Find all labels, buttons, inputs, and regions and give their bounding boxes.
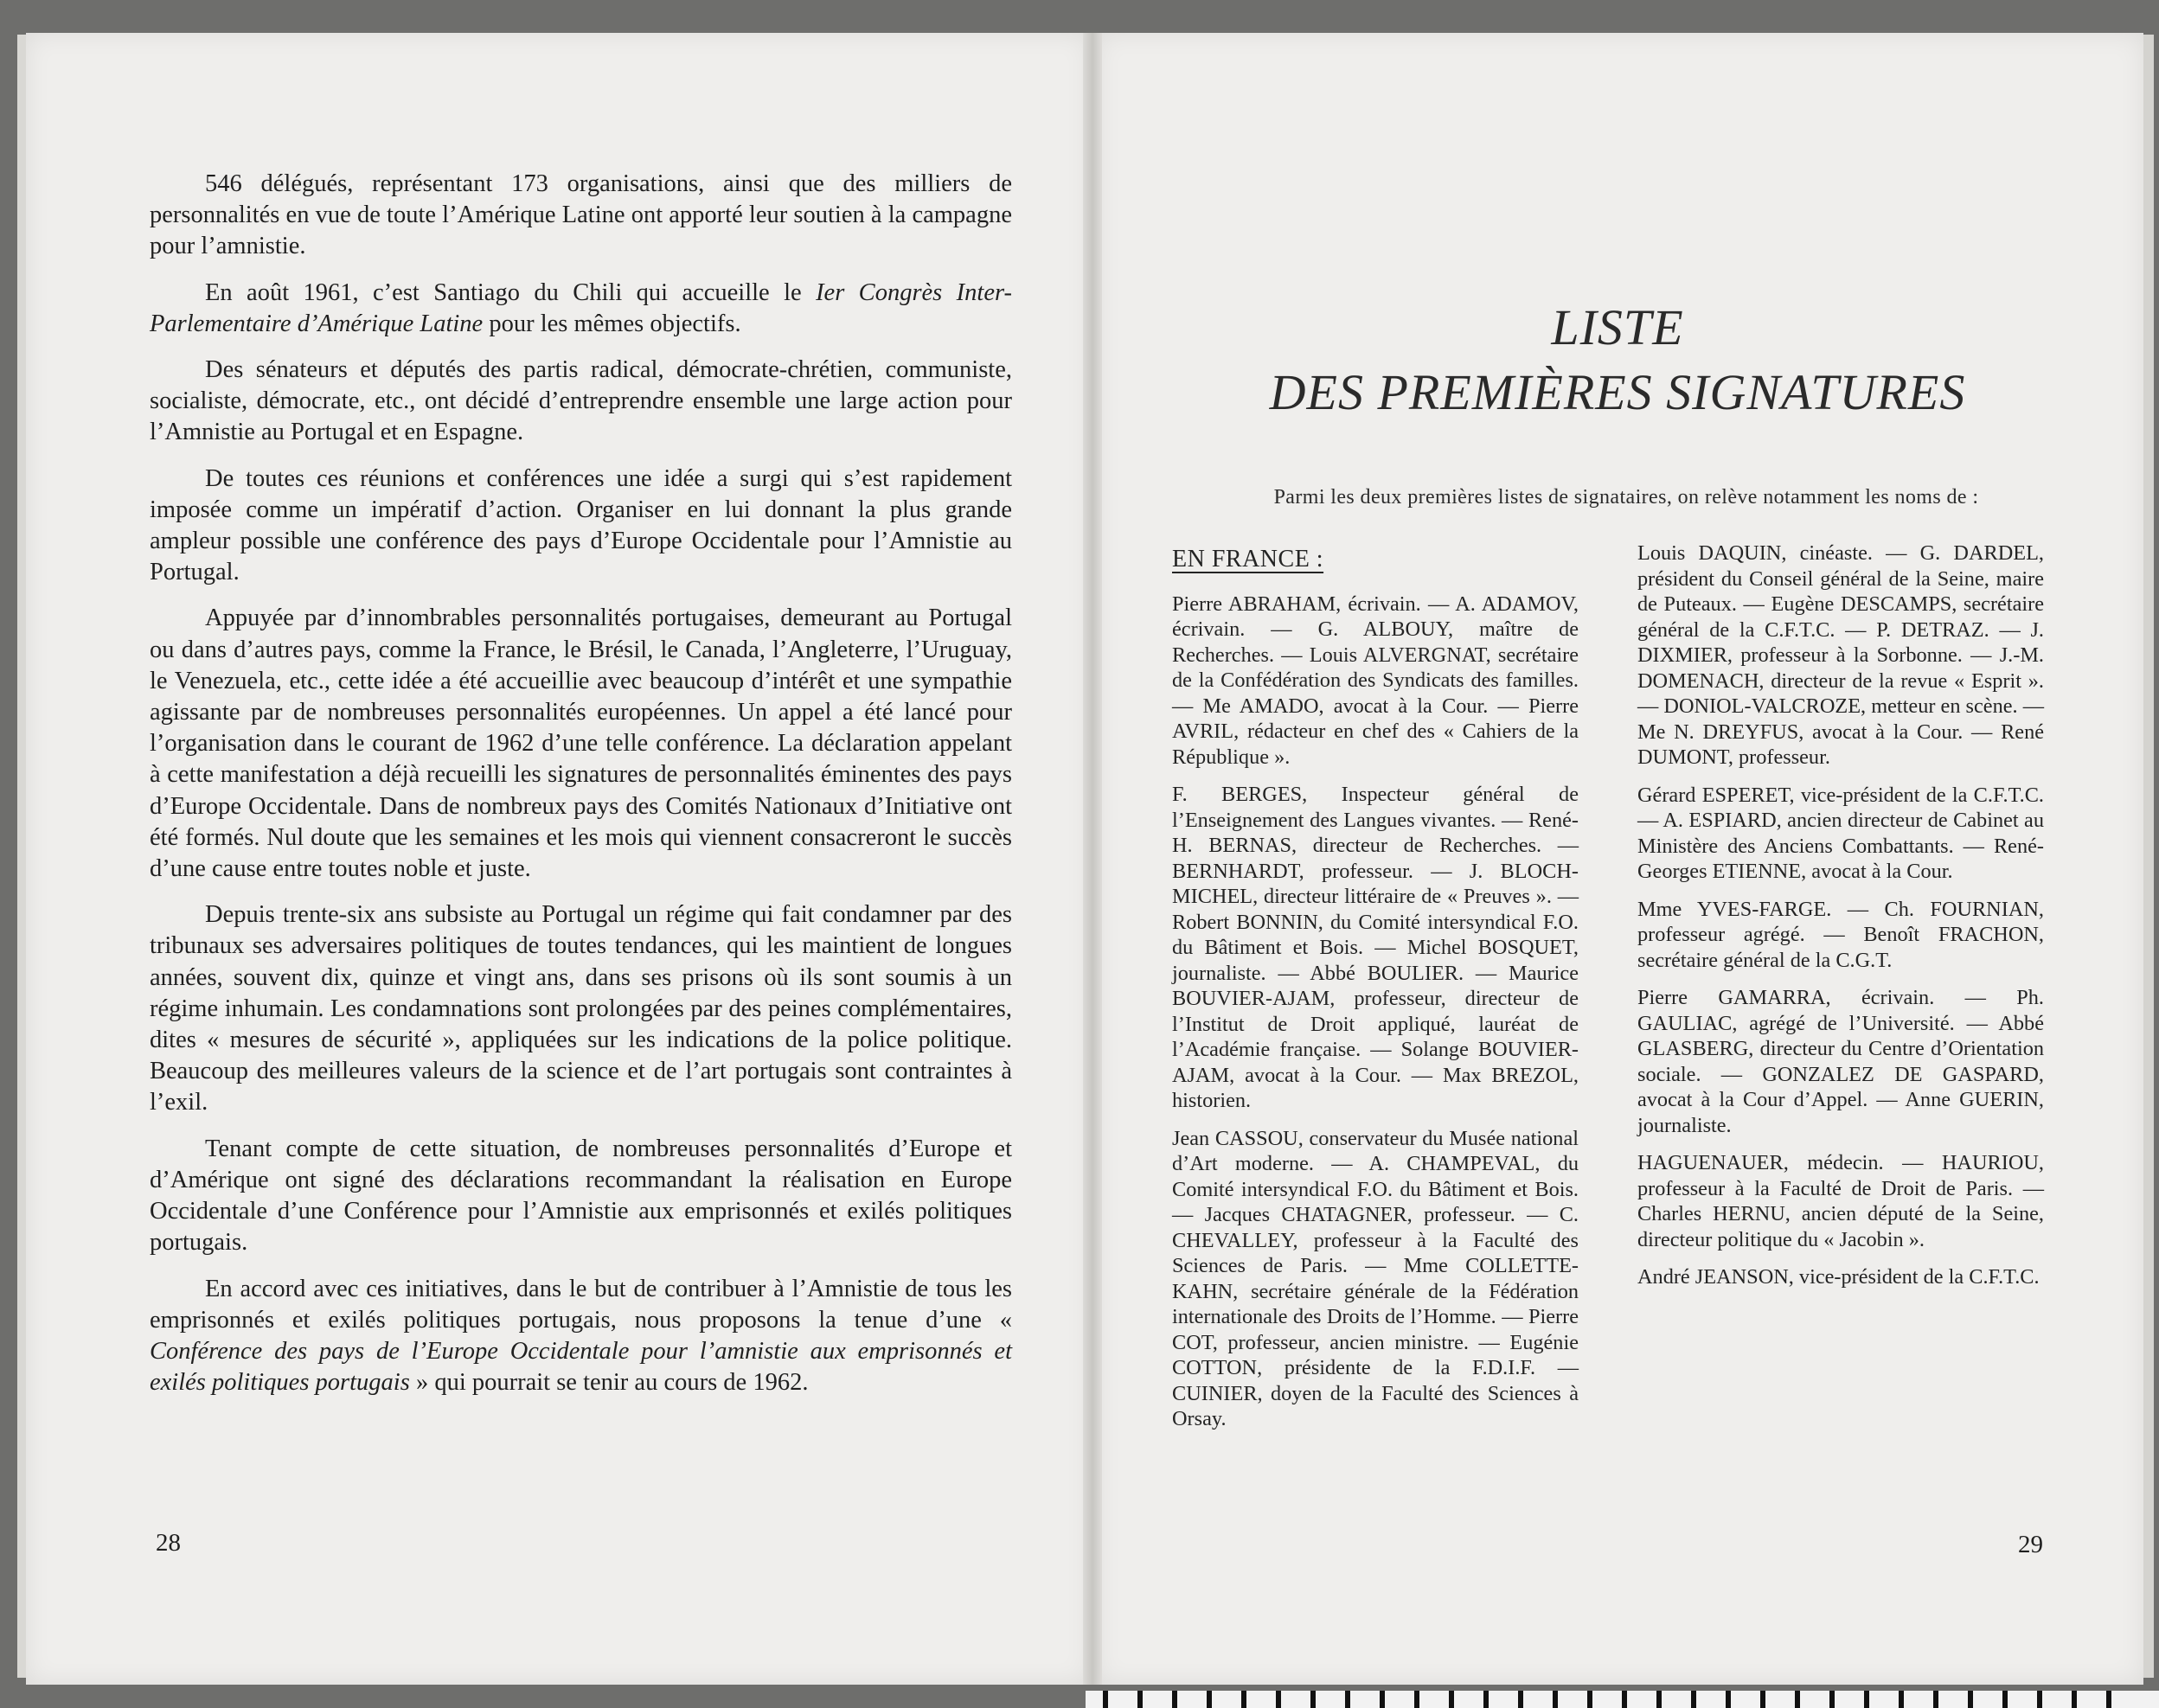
ruler-tick xyxy=(1483,1691,1489,1708)
ruler-tick xyxy=(1518,1691,1523,1708)
ruler-tick xyxy=(2002,1691,2008,1708)
signature-entry: Pierre GAMARRA, écrivain. — Ph. GAULIAC, agrégé de l’Université. — Abbé GLASBERG, directeur du Centre d’Orientation sociale. — GONZALEZ DE GASPARD, avocat à la Cour d’Appel. — Anne GUERIN, journaliste. xyxy=(1637,986,2044,1137)
italic-text: Parlementaire d’Amérique Latine xyxy=(150,310,484,337)
signature-entry: Louis DAQUIN, cinéaste. — G. DARDEL, président du Conseil général de la Seine, maire de Puteaux. — Eugène DESCAMPS, secrétaire général de la C.F.T.C. — P. DETRAZ. — J. DIXMIER, professeur à la Sorbonne. — J.-M. DOMENACH, directeur de la revue « Esprit ». — DONIOL-VALCROZE, metteur en scène. — Me N. DREYFUS, avocat à la Cour. — René DUMONT, professeur. xyxy=(1637,541,2044,769)
page-title-line2: DES PREMIÈRES SIGNATURES xyxy=(1269,364,1966,420)
ruler-tick xyxy=(1276,1691,1281,1708)
ruler-tick xyxy=(1137,1691,1143,1708)
ruler-tick xyxy=(1864,1691,1869,1708)
ruler-tick xyxy=(1207,1691,1212,1708)
signature-entry: Gérard ESPERET, vice-président de la C.F.T.C. — A. ESPIARD, ancien directeur de Cabinet au Ministère des Anciens Combattants. — René-Georges ETIENNE, avocat à la Cour. xyxy=(1637,783,2044,883)
signature-entry: Jean CASSOU, conservateur du Musée national d’Art moderne. — A. CHAMPEVAL, du Comité intersyndical F.O. du Bâtiment et Bois. — Jacques CHATAGNER, professeur. — C. CHEVALLEY, professeur à la Faculté des Sciences de Paris. — Mme COLLETTE-KAHN, secrétaire générale de la Fédération internationale des Droits de l’Homme. — Pierre COT, professeur, ancien ministre. — Eugénie COTTON, présidente de la F.D.I.F. — CUINIER, doyen de la Faculté des Sciences à Orsay. xyxy=(1172,1126,1579,1430)
left-page-edge xyxy=(17,35,26,1678)
ruler-tick xyxy=(1829,1691,1835,1708)
ruler-tick xyxy=(1968,1691,1973,1708)
page-number-left: 28 xyxy=(156,1529,181,1557)
signature-entry: André JEANSON, vice-président de la C.F.T.C. xyxy=(1637,1265,2040,1289)
scan-color-ruler xyxy=(1086,1691,2159,1708)
paragraph-text: En août 1961, c’est Santiago du Chili qui accueille le xyxy=(205,278,817,306)
right-page-edge xyxy=(2143,35,2154,1678)
intro-text: Parmi les deux premières listes de signataires, on relève notamment les noms de : xyxy=(1273,486,1979,509)
ruler-tick xyxy=(1103,1691,1108,1708)
italic-text: Ier Congrès Inter- xyxy=(816,278,1012,306)
ruler-tick xyxy=(1345,1691,1350,1708)
paragraph-text: En accord avec ces initiatives, dans le but de contribuer à l’Amnistie de tous les emprisonnés et exilés politiques portugais, nous proposons la tenue d’une « xyxy=(150,1275,1012,1334)
paragraph-text: » qui pourrait se tenir au cours de 1962. xyxy=(409,1369,809,1397)
ruler-tick xyxy=(1726,1691,1731,1708)
ruler-tick xyxy=(1622,1691,1627,1708)
ruler-tick xyxy=(1587,1691,1592,1708)
ruler-tick xyxy=(1795,1691,1800,1708)
italic-text: Conférence des pays de l’Europe Occidentale pour l’amnistie aux emprisonnés et exilés politiques portugais xyxy=(150,1337,1012,1397)
paragraph: Depuis trente-six ans subsiste au Portugal un régime qui fait condamner par des tribunaux ses adversaires politiques de toutes tendances, qui les maintient de longues années, souvent dix, quinze et vingt ans, dans ses prisons où ils sont soumis à un régime inhumain. Les condamnations sont prolongées par des peines complémentaires, dites « mesures de sécurité », appliquées sur les indications de la police politique. Beaucoup des meilleures valeurs de la science et de l’art portugais sont contraintes à l’exil. xyxy=(150,901,1012,1116)
signature-entry: Mme YVES-FARGE. — Ch. FOURNIAN, professeur agrégé. — Benoît FRACHON, secrétaire général de la C.G.T. xyxy=(1637,897,2044,972)
ruler-tick xyxy=(1553,1691,1558,1708)
signatures-column-left xyxy=(1172,543,1579,1444)
section-heading: EN FRANCE : xyxy=(1172,546,1324,573)
signature-entry: HAGUENAUER, médecin. — HAURIOU, professeur à la Faculté de Droit de Paris. — Charles HERNU, ancien député de la Seine, directeur politique du « Jacobin ». xyxy=(1637,1151,2044,1251)
paragraph: Tenant compte de cette situation, de nombreuses personnalités d’Europe et d’Amérique ont signé des déclarations recommandant la réalisation en Europe Occidentale d’une Conférence pour l’Amnistie aux emprisonnés et exilés politiques portugais. xyxy=(150,1135,1012,1257)
ruler-tick xyxy=(2072,1691,2077,1708)
paragraph: Des sénateurs et députés des partis radical, démocrate-chrétien, communiste, socialiste, démocrate, etc., ont décidé d’entreprendre ensemble une large action pour l’Amnistie au Portugal et en Espagne. xyxy=(150,356,1012,446)
book-gutter xyxy=(1083,33,1102,1685)
ruler-tick xyxy=(2106,1691,2111,1708)
page-title-line1: LISTE xyxy=(1551,299,1684,355)
paragraph: 546 délégués, représentant 173 organisations, ainsi que des milliers de personnalités en vue de toute l’Amérique Latine ont apporté leur soutien à la campagne pour l’amnistie. xyxy=(150,170,1012,260)
ruler-tick xyxy=(1933,1691,1938,1708)
ruler-tick xyxy=(2037,1691,2042,1708)
paragraph xyxy=(150,278,1012,340)
ruler-tick xyxy=(1172,1691,1177,1708)
paragraph: De toutes ces réunions et conférences une idée a surgi qui s’est rapidement imposée comme un impératif d’action. Organiser en lui donnant la plus grande ampleur possible une conférence des pays d’Europe Occidentale pour l’Amnistie au Portugal. xyxy=(150,464,1012,586)
ruler-tick xyxy=(1449,1691,1454,1708)
paragraph-text: pour les mêmes objectifs. xyxy=(483,310,741,337)
ruler-tick xyxy=(1310,1691,1316,1708)
signatures-column-right xyxy=(1637,541,2044,1302)
signature-entry: F. BERGES, Inspecteur général de l’Enseignement des Langues vivantes. — René-H. BERNAS, directeur de Recherches. — BERNHARDT, professeur. — J. BLOCH-MICHEL, directeur littéraire de « Preuves ». — Robert BONNIN, du Comité intersyndical F.O. du Bâtiment et Bois. — Michel BOSQUET, journaliste. — Abbé BOULIER. — Maurice BOUVIER-AJAM, professeur, directeur de l’Institut de Droit appliqué, lauréat de l’Académie française. — Solange BOUVIER-AJAM, avocat à la Cour. — Max BREZOL, historien. xyxy=(1172,783,1579,1112)
left-page-body xyxy=(150,169,1012,1413)
ruler-tick xyxy=(1414,1691,1419,1708)
paragraph xyxy=(150,1274,1012,1399)
ruler-tick xyxy=(1241,1691,1246,1708)
page-number-right: 29 xyxy=(2018,1531,2043,1558)
ruler-tick xyxy=(1760,1691,1765,1708)
signature-entry: Pierre ABRAHAM, écrivain. — A. ADAMOV, écrivain. — G. ALBOUY, maître de Recherches. — Louis ALVERGNAT, secrétaire de la Confédération des Syndicats des familles. — Me AMADO, avocat à la Cour. — Pierre AVRIL, rédacteur en chef des « Cahiers de la République ». xyxy=(1172,592,1579,769)
paragraph: Appuyée par d’innombrables personnalités portugaises, demeurant au Portugal ou dans d’autres pays, comme la France, le Brésil, le Canada, l’Angleterre, l’Uruguay, le Venezuela, etc., cette idée a été accueillie avec beaucoup d’intérêt et une sympathie agissante par de nombreuses personnalités européennes. Un appel a été lancé pour l’organisation dans le courant de 1962 d’une telle conférence. La déclaration appelant à cette manifestation a déjà recueilli les signatures de personnalités éminentes des pays d’Europe Occidentale. Dans de nombreux pays des Comités Nationaux d’Initiative ont été formés. Nul doute que les semaines et les mois qui viennent consacreront le succès d’une cause entre toutes noble et juste. xyxy=(150,605,1012,883)
ruler-tick xyxy=(1691,1691,1696,1708)
ruler-tick xyxy=(1656,1691,1662,1708)
ruler-tick xyxy=(1380,1691,1385,1708)
ruler-tick xyxy=(1899,1691,1904,1708)
